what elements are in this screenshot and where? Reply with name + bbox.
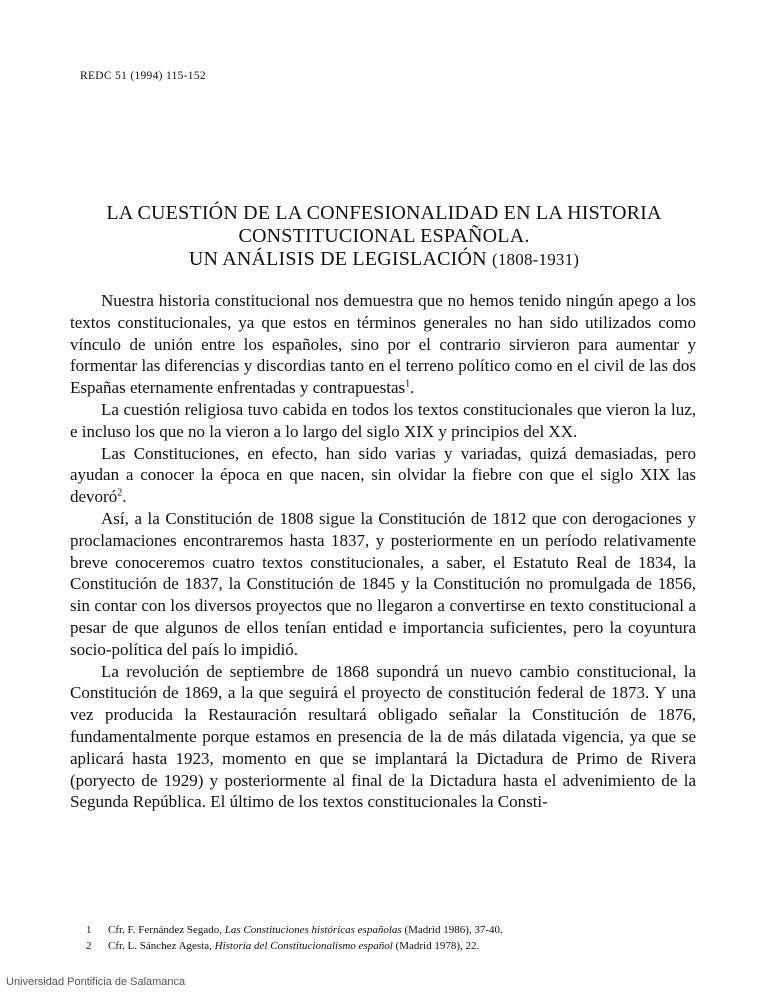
title-line-3 bbox=[60, 248, 708, 271]
footer-institution: Universidad Pontificia de Salamanca bbox=[6, 976, 186, 988]
title-years: (1808-1931) bbox=[491, 250, 580, 269]
footnote-1: 1 Cfr. F. Fernández Segado, Las Constituciones históricas españolas (Madrid 1986), 37-40. bbox=[86, 924, 503, 936]
footnote-book-title: Historia del Constitucionalismo español bbox=[214, 940, 393, 952]
footnote-book-title: Las Constituciones históricas españolas bbox=[224, 924, 402, 936]
title-line-1: LA CUESTIÓN DE LA CONFESIONALIDAD EN LA HISTORIA bbox=[106, 202, 662, 224]
title-line-3-main: UN ANÁLISIS DE LEGISLACIÓN bbox=[188, 248, 492, 270]
paragraph-5: La revolución de septiembre de 1868 supondrá un nuevo cambio constitucional, la Constitución de 1869, a la que seguirá el proyecto de constitución federal de 1873. Y una vez producida la Restauración resultará obligado señalar la Constitución de 1876, fundamentalmente porque estamos en presencia de la de más dilatada vigencia, ya que se aplicará hasta 1923, momento en que se implantará la Dictadura de Primo de Rivera (poryecto de 1929) y posteriormente al final de la Dictadura hasta el advenimiento de la Segunda República. El último de los textos constitucionales la Consti- bbox=[70, 661, 696, 812]
running-head: REDC 51 (1994) 115-152 bbox=[80, 70, 206, 82]
footnotes bbox=[86, 922, 706, 954]
footnote-number: 2 bbox=[86, 940, 92, 952]
paragraph-2: La cuestión religiosa tuvo cabida en todos los textos constitucionales que vieron la luz, e incluso los que no la vieron a lo largo del siglo XIX y principios del XX. bbox=[70, 399, 696, 441]
body-text bbox=[70, 290, 696, 813]
footnote-ref-1[interactable]: 1 bbox=[405, 378, 411, 390]
paragraph-3: Las Constituciones, en efecto, han sido varias y variadas, quizá demasiadas, pero ayudan a conocer la época en que nacen, sin olvidar la fiebre con que el siglo XIX las devoró$^2$. bbox=[70, 443, 696, 507]
article-title bbox=[60, 202, 708, 271]
footnote-ref-2[interactable]: 2 bbox=[117, 487, 123, 499]
footnote-number: 1 bbox=[86, 924, 92, 936]
footnote-2: 2 Cfr. L. Sánchez Agesta, Historia del Constitucionalismo español (Madrid 1978), 22. bbox=[86, 940, 480, 952]
paragraph-4: Así, a la Constitución de 1808 sigue la Constitución de 1812 que con derogaciones y proclamaciones encontraremos hasta 1837, y posteriormente en un período relativamente breve conoceremos cuatro textos constitucionales, a saber, el Estatuto Real de 1834, la Constitución de 1837, la Constitución de 1845 y la Constitución no promulgada de 1856, sin contar con los diversos proyectos que no llegaron a convertirse en texto constitucional a pesar de que algunos de ellos tenían entidad e importancia suficientes, pero la coyuntura socio-política del país lo impidió. bbox=[70, 508, 696, 659]
title-line-2: CONSTITUCIONAL ESPAÑOLA. bbox=[238, 225, 530, 247]
paragraph-1: Nuestra historia constitucional nos demuestra que no hemos tenido ningún apego a los textos constitucionales, ya que estos en términos generales no han sido utilizados como vínculo de unión entre los españoles, sino por el contrario sirvieron para aumentar y formentar las diferencias y discordias tanto en el terreno político como en el civil de las dos Españas eternamente enfrentadas y contrapuestas$^1$. bbox=[70, 291, 696, 398]
